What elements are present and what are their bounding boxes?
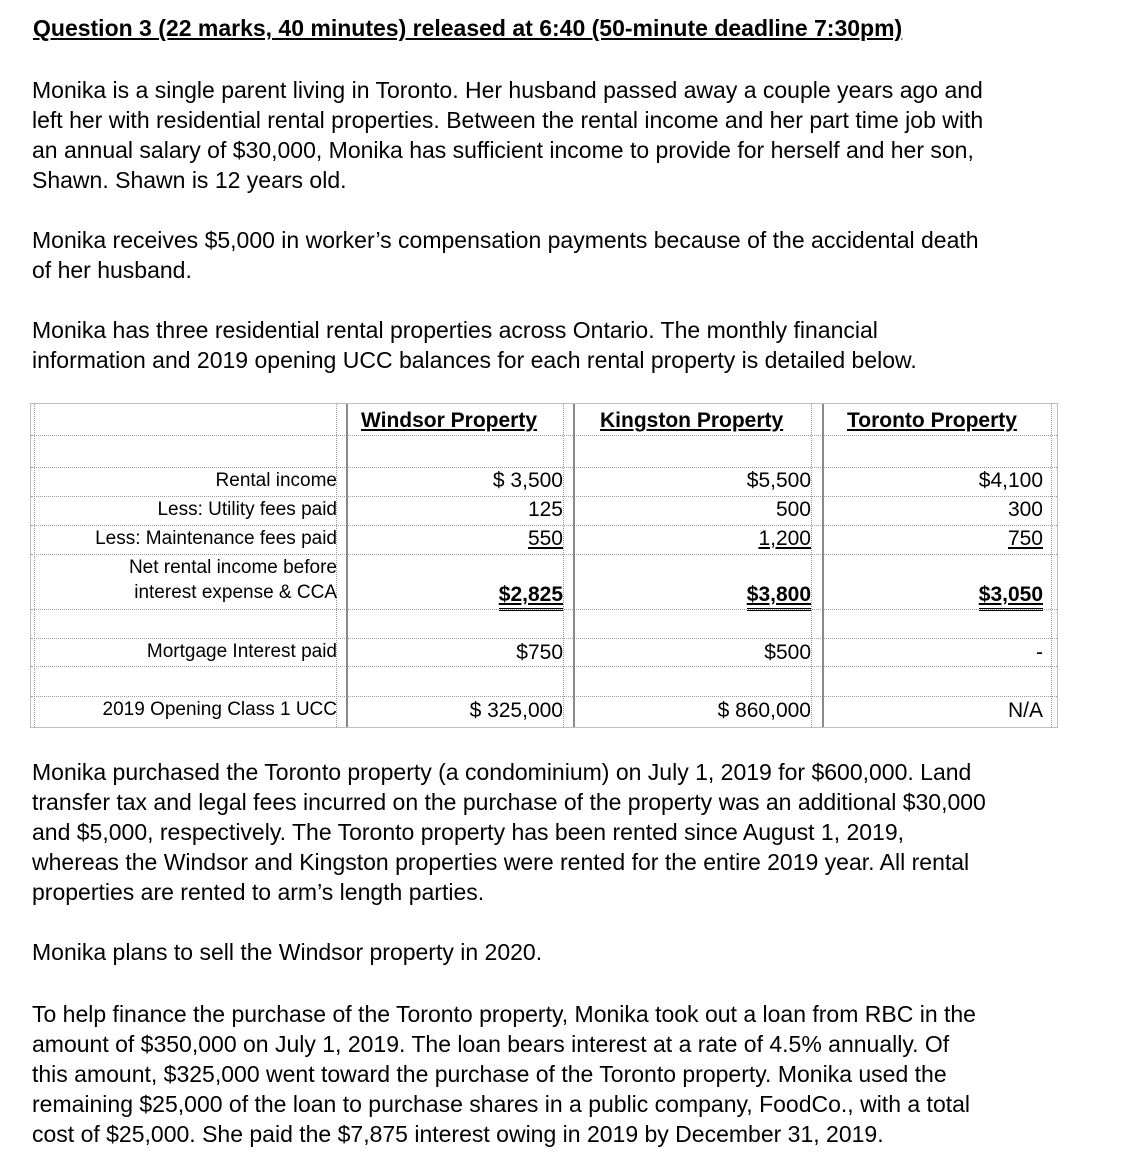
toronto-utility: 300 — [1007, 498, 1043, 521]
kingston-net-income: $3,800 — [747, 582, 811, 611]
row-label-rental-income: Rental income — [215, 470, 337, 491]
paragraph-line: information and 2019 opening UCC balances for each rental property is detailed below. — [32, 347, 917, 373]
toronto-ucc: N/A — [1007, 699, 1043, 722]
toronto-maintenance: 750 — [1007, 527, 1043, 550]
kingston-mortgage: $500 — [764, 641, 811, 664]
column-header-kingston: Kingston Property — [600, 409, 784, 432]
windsor-rental-income: $ 3,500 — [492, 469, 563, 492]
paragraph-line: To help finance the purchase of the Toronto property, Monika took out a loan from RBC in the — [32, 1001, 976, 1027]
paragraph-line: this amount, $325,000 went toward the purchase of the Toronto property. Monika used the — [32, 1061, 947, 1087]
kingston-ucc: $ 860,000 — [717, 699, 811, 722]
paragraph-line: amount of $350,000 on July 1, 2019. The loan bears interest at a rate of 4.5% annually. Of — [32, 1031, 950, 1057]
paragraph-line: an annual salary of $30,000, Monika has sufficient income to provide for herself and her son, — [32, 137, 974, 163]
paragraph-properties — [32, 315, 1132, 375]
kingston-utility: 500 — [775, 498, 811, 521]
kingston-maintenance: 1,200 — [758, 527, 811, 550]
toronto-rental-income: $4,100 — [978, 469, 1043, 492]
kingston-rental-income: $5,500 — [746, 469, 811, 492]
paragraph-line: properties are rented to arm’s length parties. — [32, 879, 485, 905]
paragraph-windsor-sale — [32, 937, 1132, 967]
row-label-net-income-2: interest expense & CCA — [134, 582, 337, 603]
toronto-net-income: $3,050 — [979, 582, 1043, 611]
paragraph-line: and $5,000, respectively. The Toronto property has been rented since August 1, 2019, — [32, 819, 905, 845]
rental-table — [30, 403, 1058, 728]
paragraph-toronto-purchase — [32, 757, 1132, 907]
row-label-ucc: 2019 Opening Class 1 UCC — [102, 699, 337, 720]
windsor-mortgage: $750 — [516, 641, 563, 664]
paragraph-intro — [32, 75, 1132, 195]
paragraph-line: transfer tax and legal fees incurred on the purchase of the property was an additional $30,000 — [32, 789, 986, 815]
column-header-toronto: Toronto Property — [847, 409, 1017, 432]
row-label-utility: Less: Utility fees paid — [157, 499, 337, 520]
paragraph-line: Monika purchased the Toronto property (a condominium) on July 1, 2019 for $600,000. Land — [32, 759, 972, 785]
paragraph-line: Monika is a single parent living in Toronto. Her husband passed away a couple years ago and — [32, 77, 983, 103]
windsor-utility: 125 — [527, 498, 563, 521]
row-label-net-income-1: Net rental income before — [128, 557, 337, 578]
paragraph-line: remaining $25,000 of the loan to purchase shares in a public company, FoodCo., with a total — [32, 1091, 971, 1117]
windsor-maintenance: 550 — [527, 527, 563, 550]
paragraph-line: cost of $25,000. She paid the $7,875 interest owing in 2019 by December 31, 2019. — [32, 1121, 884, 1147]
row-label-mortgage: Mortgage Interest paid — [146, 641, 337, 662]
windsor-ucc: $ 325,000 — [469, 699, 563, 722]
paragraph-loan — [32, 999, 1132, 1149]
column-header-windsor: Windsor Property — [361, 409, 537, 432]
paragraph-line: whereas the Windsor and Kingston properties were rented for the entire 2019 year. All rental — [32, 849, 970, 875]
paragraph-line: Monika has three residential rental properties across Ontario. The monthly financial — [32, 317, 878, 343]
paragraph-line: left her with residential rental properties. Between the rental income and her part time job with — [32, 107, 984, 133]
windsor-net-income: $2,825 — [499, 582, 563, 611]
paragraph-line: of her husband. — [32, 257, 192, 283]
paragraph-line: Monika plans to sell the Windsor property in 2020. — [32, 939, 543, 965]
paragraph-line: Shawn. Shawn is 12 years old. — [32, 167, 347, 193]
paragraph-compensation — [32, 225, 1132, 285]
paragraph-line: Monika receives $5,000 in worker’s compensation payments because of the accidental death — [32, 227, 979, 253]
row-label-maintenance: Less: Maintenance fees paid — [95, 528, 337, 549]
question-heading: Question 3 (22 marks, 40 minutes) released at 6:40 (50-minute deadline 7:30pm) — [33, 15, 903, 41]
toronto-mortgage: - — [1036, 641, 1043, 664]
